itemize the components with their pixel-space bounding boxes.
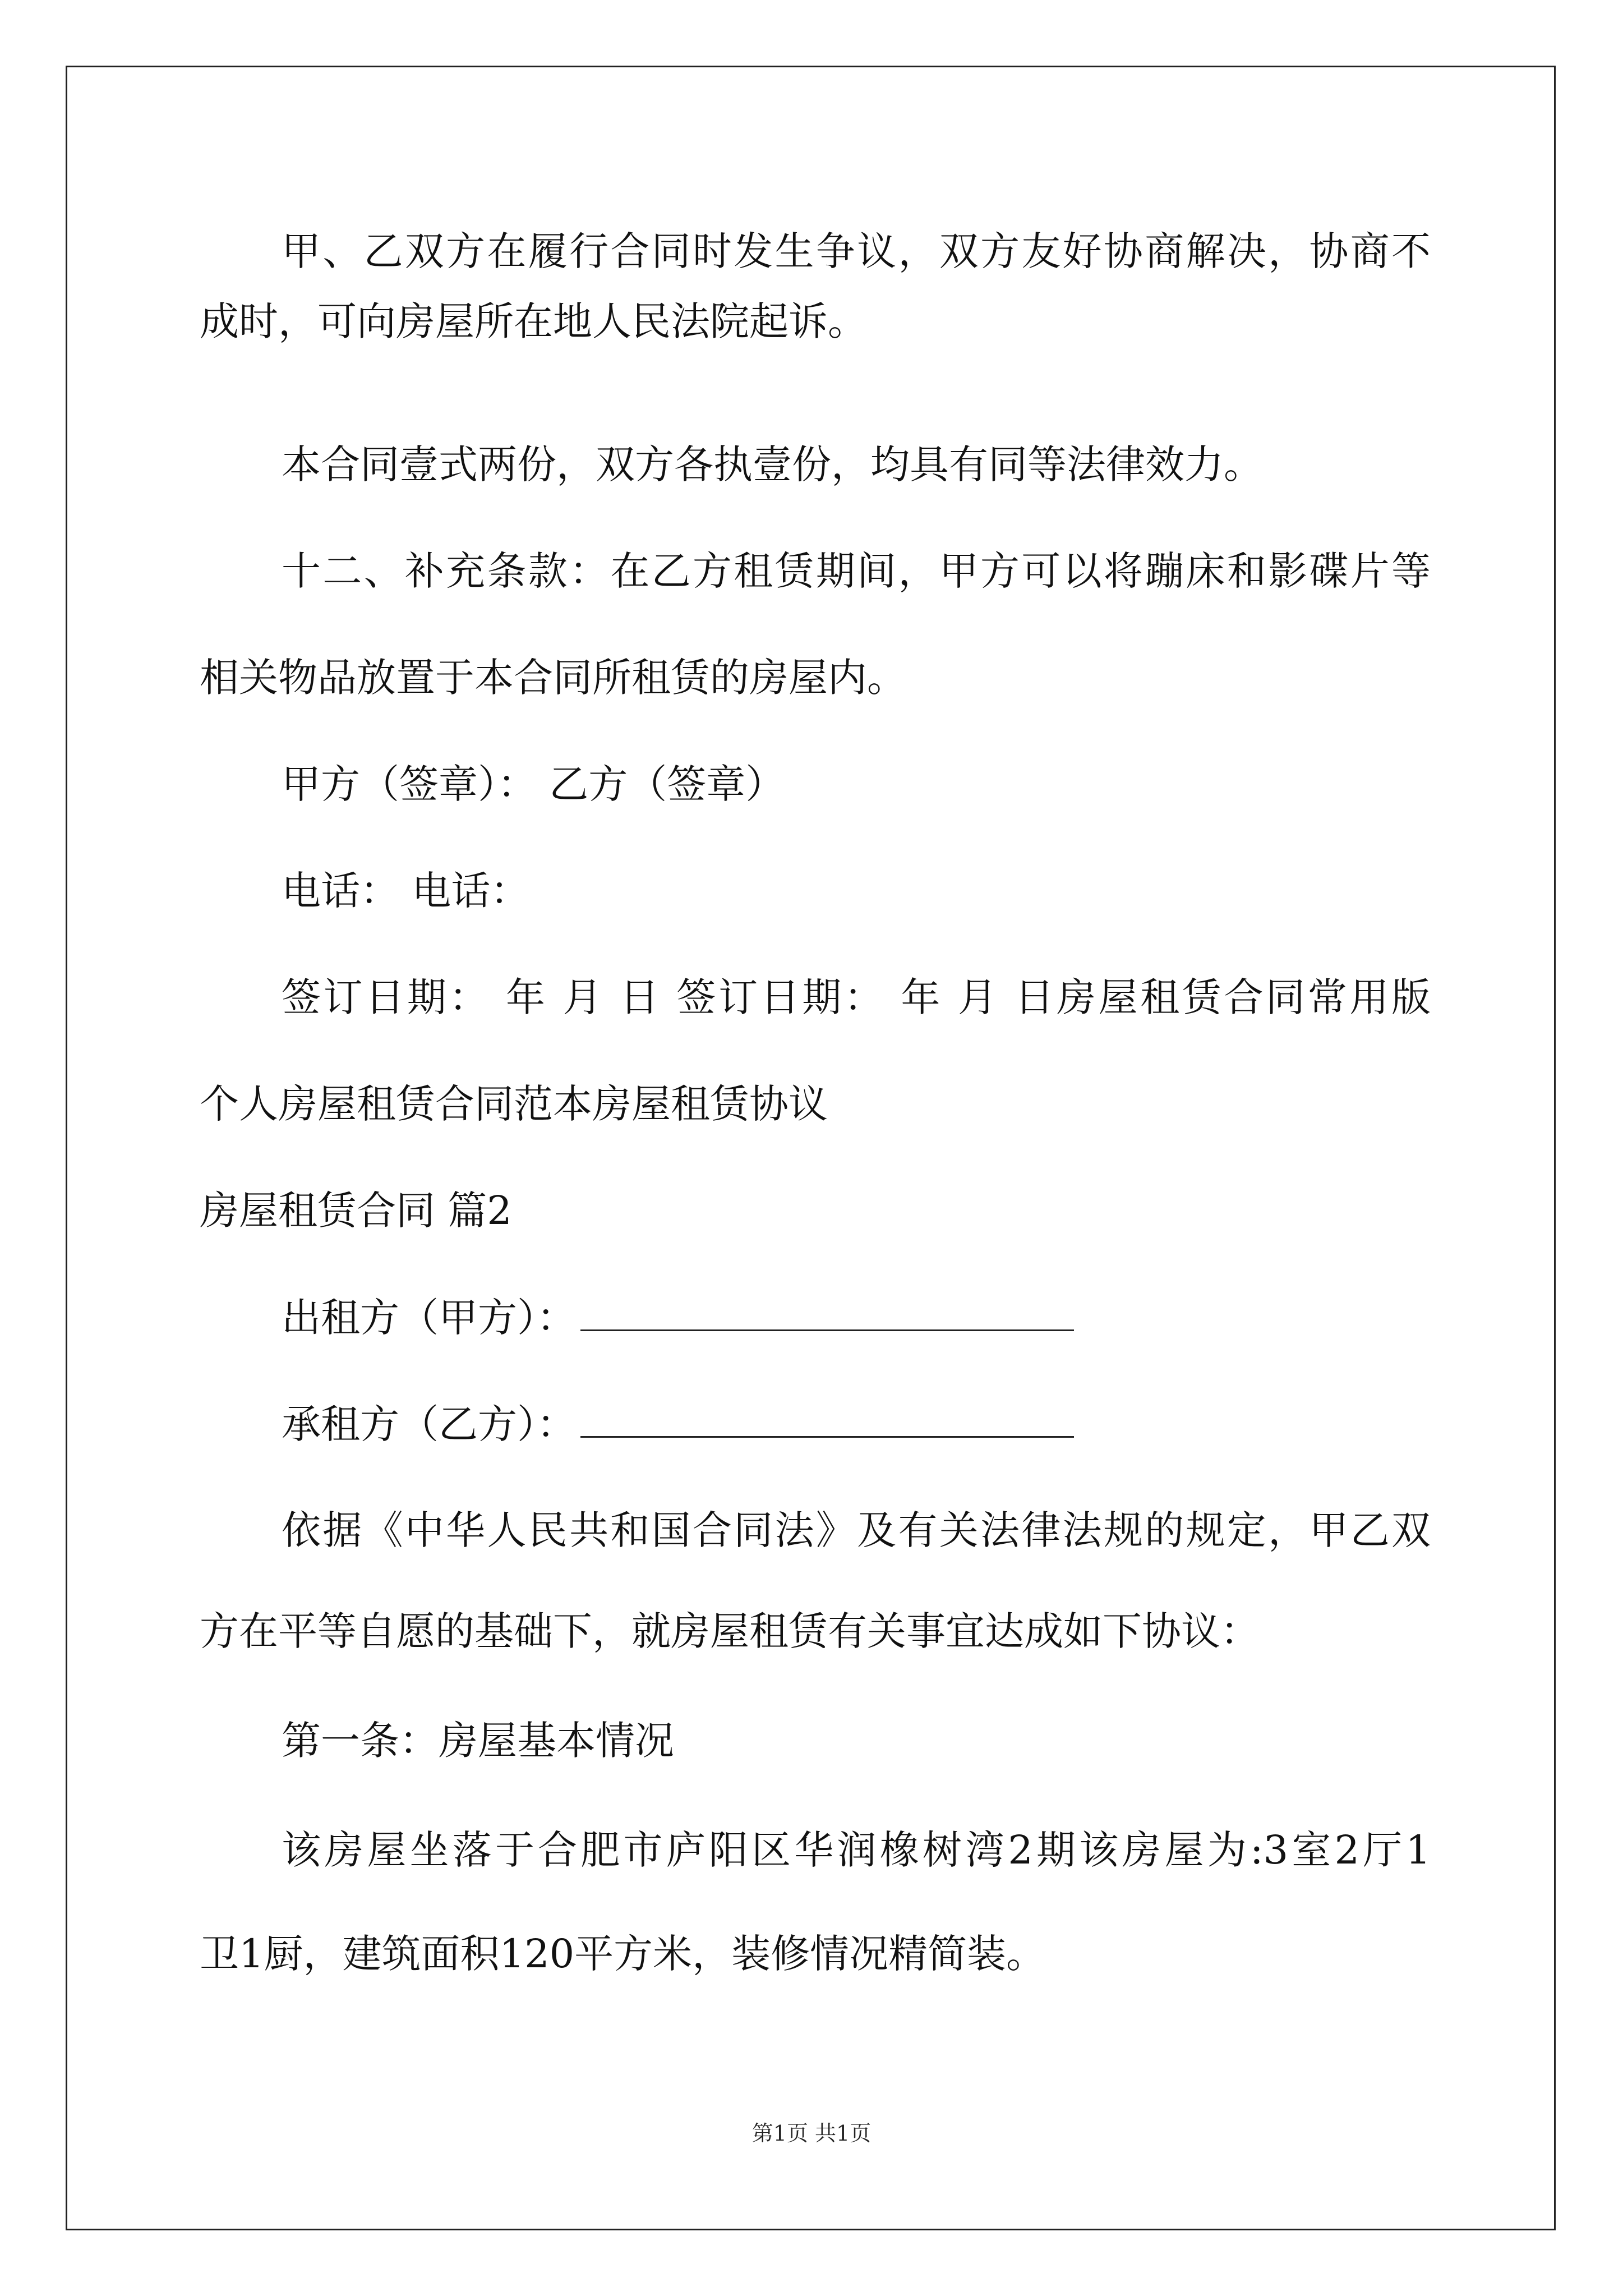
page-footer: 第1页 共1页 [751, 2121, 872, 2146]
paragraph-copies: 本合同壹式两份，双方各执壹份，均具有同等法律效力。 [282, 441, 1263, 487]
phone-line: 电话： 电话： [282, 868, 530, 914]
paragraph-dispute-line2: 成时，可向房屋所在地人民法院起诉。 [200, 298, 867, 344]
signature-line: 甲方（签章）： 乙方（签章） [282, 761, 785, 807]
lessor-label: 出租方（甲方）： [282, 1295, 576, 1341]
lessee-blank [580, 1397, 1074, 1438]
lessee-label: 承租方（乙方）： [282, 1401, 576, 1447]
date-line1: 签订日期： 年 月 日 签订日期： 年 月 日房屋租赁合同常用版 [282, 974, 1431, 1020]
lessee-line [282, 1397, 1074, 1451]
lessor-line [282, 1290, 1074, 1345]
section-title: 房屋租赁合同 篇2 [200, 1188, 512, 1234]
article1-body-line2: 卫1厨，建筑面积120平方米，装修情况精简装。 [200, 1931, 1046, 1977]
page-border [66, 66, 1556, 2230]
basis-line2: 方在平等自愿的基础下，就房屋租赁有关事宜达成如下协议： [200, 1608, 1260, 1654]
date-line2: 个人房屋租赁合同范本房屋租赁协议 [200, 1081, 828, 1127]
paragraph-supplement-line1: 十二、补充条款：在乙方租赁期间，甲方可以将蹦床和影碟片等 [282, 548, 1431, 594]
paragraph-supplement-line2: 相关物品放置于本合同所租赁的房屋内。 [200, 655, 906, 701]
lessor-blank [580, 1290, 1074, 1331]
basis-line1: 依据《中华人民共和国合同法》及有关法律法规的规定，甲乙双 [282, 1507, 1431, 1553]
article1-body-line1: 该房屋坐落于合肥市庐阳区华润橡树湾2期该房屋为:3室2厅1 [282, 1827, 1431, 1873]
paragraph-dispute-line1: 甲、乙双方在履行合同时发生争议，双方友好协商解决，协商不 [282, 228, 1431, 274]
article1-title: 第一条：房屋基本情况 [282, 1718, 674, 1764]
